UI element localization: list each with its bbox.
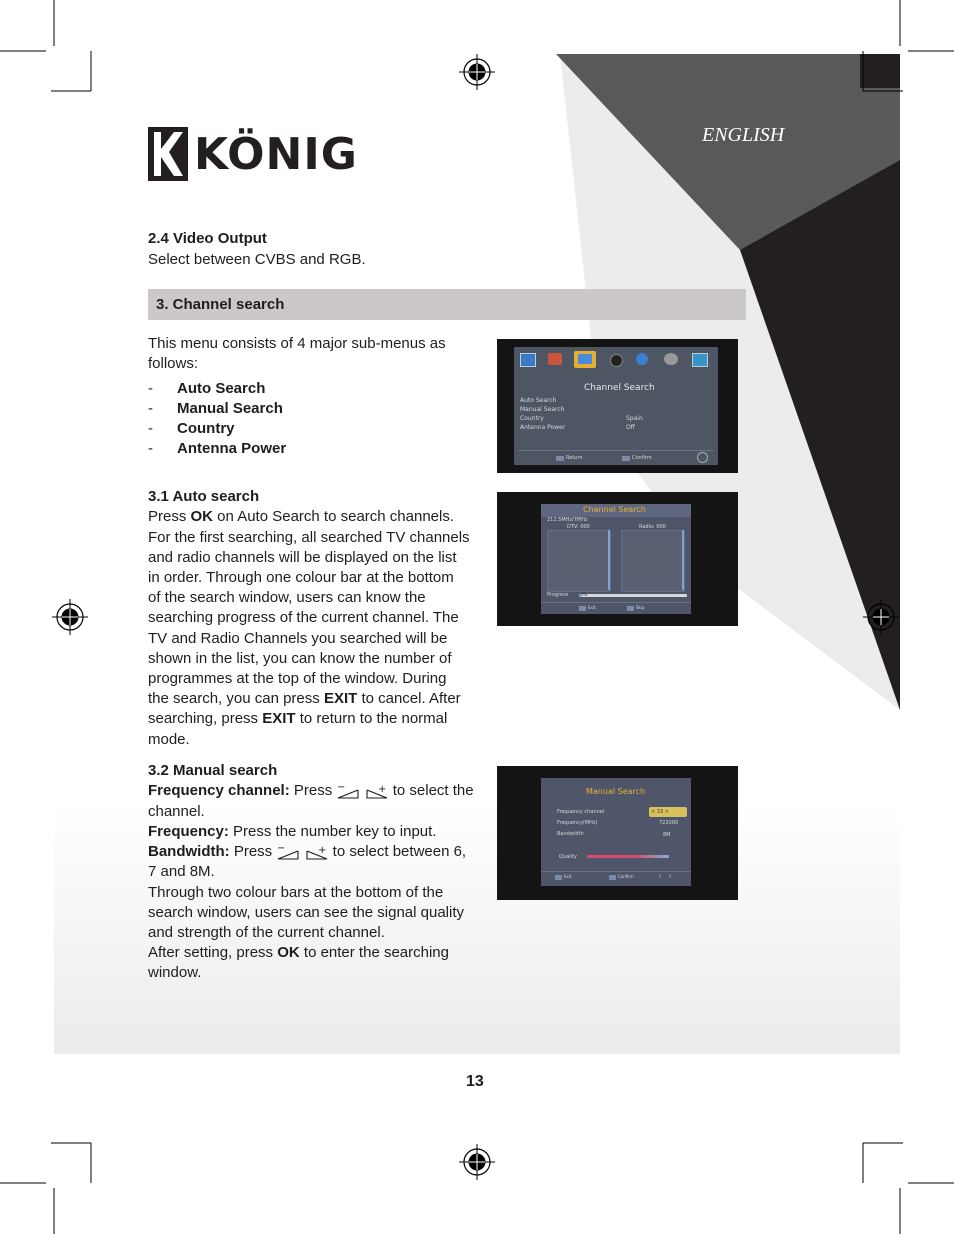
footer-divider	[541, 602, 691, 603]
list-dash: -	[148, 420, 153, 437]
quality-bar	[587, 855, 669, 858]
brand-wordmark: KÖNIG	[194, 129, 358, 180]
text-3-1-line: TV and Radio Channels you searched will be	[148, 630, 448, 647]
setting-value: 722000	[659, 820, 679, 826]
text-run: Press the number key to input.	[228, 823, 437, 840]
text-3-1-line: shown in the list, you can know the number of	[148, 650, 452, 667]
text-3-2-line: search window, users can see the signal quality	[148, 904, 465, 921]
chevron-left-icon: ‹	[659, 873, 662, 880]
text-3-1-line: For the first searching, all searched TV channels	[148, 529, 470, 546]
text-run: to enter the searching	[299, 944, 449, 961]
setting-value: < 33 >	[651, 809, 669, 815]
menu-row-label: Antenna Power	[520, 424, 566, 431]
globe-menu-icon	[636, 353, 648, 365]
menu-row-value: Spain	[626, 415, 643, 422]
skip-key-icon	[627, 606, 634, 611]
text-3-2-line	[148, 842, 466, 862]
screen-title: Channel Search	[584, 383, 655, 393]
intro-line-2: follows:	[148, 355, 199, 372]
intro-line-1: This menu consists of 4 major sub-menus as	[148, 335, 446, 352]
exit-key: EXIT	[323, 690, 358, 707]
setting-label: Bandwidth	[557, 831, 584, 837]
text-run: Press	[229, 843, 277, 860]
confirm-key-icon	[622, 456, 630, 461]
radio-list-scrollbar[interactable]	[682, 530, 684, 590]
term-frequency: Frequency:	[148, 823, 229, 840]
language-label: ENGLISH	[702, 124, 785, 146]
list-item: Antenna Power	[177, 440, 287, 457]
footer-return: Return	[566, 455, 583, 461]
tv-menu-icon	[520, 353, 536, 367]
footer-divider	[518, 450, 714, 451]
progress-track	[579, 594, 687, 597]
text-2-4: Select between CVBS and RGB.	[148, 251, 366, 268]
list-item: Manual Search	[177, 400, 283, 417]
text-3-1-line: mode.	[148, 731, 190, 748]
text-3-2-line	[148, 943, 449, 963]
volume-up-icon	[365, 784, 389, 798]
exit-key: EXIT	[262, 710, 296, 727]
text-3-2-line	[148, 822, 436, 842]
volume-up-icon	[305, 845, 329, 859]
text-run: searching, press	[148, 710, 263, 727]
text-3-1-line: searching progress of the current channel. The	[148, 609, 459, 626]
setting-value: 8M	[663, 832, 671, 838]
text-run: to cancel. After	[357, 690, 461, 707]
progress-value: 0%	[581, 592, 588, 597]
navigation-icon	[697, 452, 708, 463]
footer-exit: Exit	[588, 605, 596, 610]
menu-row-value: Off	[626, 424, 635, 431]
screen-title: Channel Search	[583, 505, 646, 514]
exit-key-icon	[555, 875, 562, 880]
text-3-2-line: 7 and 8M.	[148, 863, 215, 880]
setting-label: Frequency channel	[557, 809, 605, 815]
section-header-channel-search	[148, 289, 746, 320]
text-run: to select between 6,	[328, 843, 467, 860]
text-3-1-line	[148, 689, 461, 709]
konig-k-icon	[148, 127, 188, 181]
text-3-1-line: and radio channels will be displayed on the list	[148, 549, 457, 566]
picture-menu-icon	[548, 353, 562, 365]
footer-exit: Exit	[564, 874, 572, 879]
text-run: the search, you can press	[148, 690, 324, 707]
text-3-2-line: channel.	[148, 803, 205, 820]
footer-skip: Skip	[636, 605, 645, 610]
text-3-2-line: Through two colour bars at the bottom of the	[148, 884, 444, 901]
volume-down-icon	[336, 784, 360, 798]
clock-menu-icon	[610, 354, 623, 367]
text-run: Press	[148, 508, 191, 525]
system-menu-icon	[692, 353, 708, 367]
menu-icon-bar	[518, 351, 714, 369]
text-run: on Auto Search to search channels.	[213, 508, 455, 525]
footer-confirm: Confirm	[632, 455, 652, 461]
menu-row-label: Country	[520, 415, 544, 422]
page-number: 13	[466, 1073, 484, 1090]
return-key-icon	[556, 456, 564, 461]
tv-screen	[514, 347, 718, 465]
text-run: Press	[289, 782, 337, 799]
text-run: After setting, press	[148, 944, 278, 961]
frequency-readout: 212.5MHz/7MHz	[547, 517, 588, 523]
text-3-1-line: in order. Through one colour bar at the bottom	[148, 569, 454, 586]
radio-channel-list	[621, 530, 685, 592]
text-3-1-line: programmes at the top of the window. During	[148, 670, 447, 687]
ok-key: OK	[277, 944, 300, 961]
svg-text:+: +	[377, 784, 386, 796]
footer-divider	[541, 871, 691, 872]
list-dash: -	[148, 400, 153, 417]
svg-text:+: +	[317, 845, 326, 857]
text-3-2-line	[148, 781, 474, 801]
screenshot-manual-search	[497, 766, 738, 900]
quality-label: Quality	[559, 854, 577, 860]
settings-menu-icon	[664, 353, 678, 365]
text-3-2-line: and strength of the current channel.	[148, 924, 385, 941]
brand-logo	[148, 127, 358, 182]
menu-row-label: Auto Search	[520, 397, 557, 404]
svg-text:−: −	[277, 845, 286, 855]
search-menu-icon	[574, 351, 596, 368]
text-3-1-line	[148, 709, 447, 729]
confirm-key-icon	[609, 875, 616, 880]
exit-key-icon	[579, 606, 586, 611]
screenshot-auto-search	[497, 492, 738, 626]
text-3-2-line: window.	[148, 964, 202, 981]
tv-screen	[541, 778, 691, 886]
list-item: Country	[177, 420, 235, 437]
section-title: 3. Channel search	[156, 296, 285, 313]
text-3-1-line	[148, 507, 454, 527]
ok-key: OK	[190, 508, 214, 525]
progress-label: Progress	[547, 592, 569, 598]
footer-confirm: Confirm	[618, 874, 634, 879]
term-bandwidth: Bandwidth:	[148, 843, 230, 860]
chevron-right-icon: ›	[669, 873, 672, 880]
tv-screen	[541, 504, 691, 614]
volume-down-icon	[276, 845, 300, 859]
tv-list-scrollbar[interactable]	[608, 530, 610, 590]
tv-channel-list	[547, 530, 611, 592]
setting-label: Frequency(MHz)	[557, 820, 598, 826]
svg-text:−: −	[337, 784, 346, 794]
screenshot-channel-search-menu	[497, 339, 738, 473]
text-3-1-line: of the search window, users can know the	[148, 589, 426, 606]
heading-3-2: 3.2 Manual search	[148, 762, 278, 779]
list-item: Auto Search	[177, 380, 266, 397]
screen-title: Manual Search	[586, 787, 646, 796]
text-run: to select the	[388, 782, 474, 799]
text-run: to return to the normal	[295, 710, 448, 727]
term-frequency-channel: Frequency channel:	[148, 782, 290, 799]
heading-3-1: 3.1 Auto search	[148, 488, 260, 505]
radio-count: Radio: 000	[639, 524, 666, 530]
list-dash: -	[148, 380, 153, 397]
menu-row-label: Manual Search	[520, 406, 565, 413]
tv-count: DTV: 000	[567, 524, 590, 530]
list-dash: -	[148, 440, 153, 457]
heading-2-4: 2.4 Video Output	[148, 230, 267, 247]
